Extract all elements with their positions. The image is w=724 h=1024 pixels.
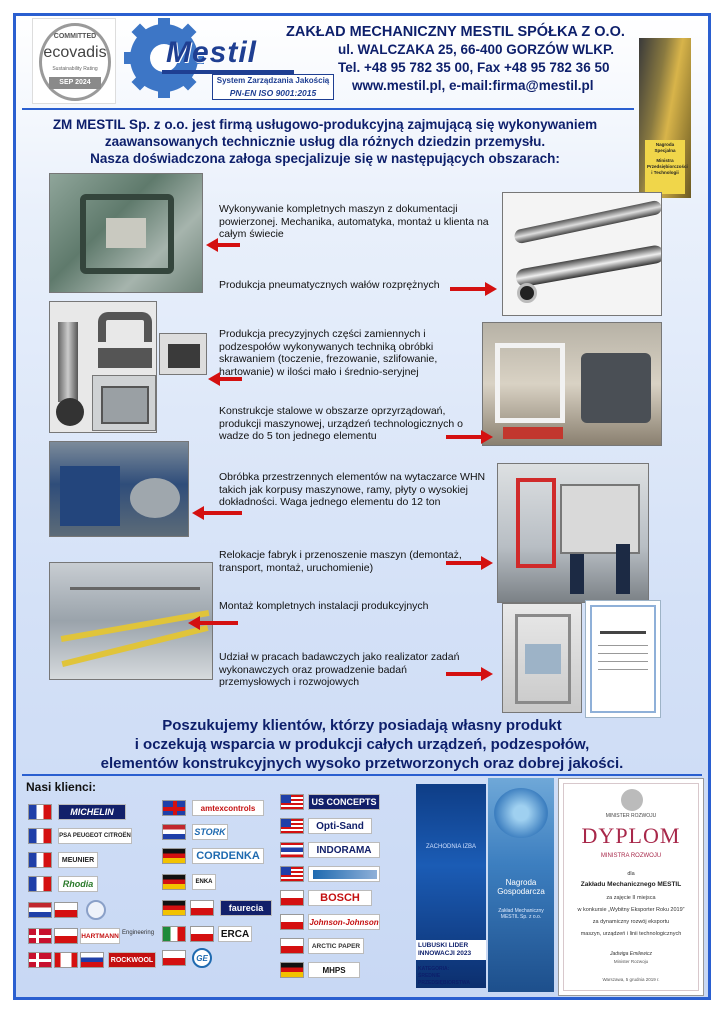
qms-title: System Zarządzania Jakością (216, 76, 330, 85)
flag-france (28, 828, 52, 844)
client-logo: ERCA (218, 926, 252, 942)
diploma-for: dla (627, 871, 635, 877)
cta-line-3: elementów konstrukcyjnych wysoko przetworzonych oraz dobrej jakości. (100, 755, 624, 772)
flag-russia (80, 952, 104, 968)
client-logo: Opti-Sand (308, 818, 372, 834)
diploma-reason-2: maszyn, urządzeń i linii technologicznych (580, 931, 682, 937)
client-logo-subtitle: Engineering (122, 930, 155, 936)
service-5: Obróbka przestrzennych elementów na wytaczarce WHN takich jak korpusy maszynowe, ramy, płyty o wysokiej dokładności. Waga jednego elementu do 12 ton (219, 471, 486, 508)
trophy-glass-top: ZACHODNIA IZBA (425, 844, 476, 850)
client-logo: CORDENKA (192, 848, 264, 864)
arrow-service-1 (206, 238, 240, 252)
client-logo: MICHELIN (58, 804, 126, 820)
photo-machine (49, 173, 203, 293)
flag-poland (280, 914, 304, 930)
arrow-service-6 (446, 556, 494, 570)
flag-germany (280, 962, 304, 978)
flag-france (28, 876, 52, 892)
intro-line-3: Nasza doświadczona załoga specjalizuje się w następujących obszarach: (90, 151, 560, 166)
flag-poland (162, 950, 186, 966)
arrow-service-3 (208, 372, 242, 386)
flag-netherlands (28, 902, 52, 918)
cta-line-1: Poszukujemy klientów, którzy posiadają własny produkt (162, 717, 562, 734)
diploma-place: za zajęcie II miejsca (606, 895, 656, 901)
flag-germany (162, 874, 186, 890)
client-logo: Rhodia (58, 876, 98, 892)
qms-box (212, 74, 334, 100)
poster (13, 13, 711, 1000)
arrow-service-4 (446, 430, 494, 444)
photo-shafts (502, 192, 662, 316)
photo-fixture (92, 375, 156, 431)
diploma-date: Warszawa, 5 grudnia 2019 r. (602, 977, 660, 982)
flag-poland (280, 938, 304, 954)
trophy-category: ŚREDNIE PRZEDSIĘBIORSTWA (418, 973, 470, 986)
photo-steel-structures (482, 322, 662, 446)
flag-poland (54, 902, 78, 918)
client-logo: amtexcontrols (192, 800, 264, 816)
arrow-service-8 (446, 667, 494, 681)
client-logo: faurecia (220, 900, 272, 916)
arrow-service-2 (450, 282, 498, 296)
service-6: Relokacje fabryk i przenoszenie maszyn (demontaż, transport, montaż, uruchomienie) (219, 549, 462, 574)
diploma (558, 778, 704, 996)
diploma-minister: MINISTER ROZWOJU (605, 813, 657, 819)
client-logo: ENKA (192, 874, 216, 890)
award-statuette (639, 38, 691, 198)
flag-usa (280, 866, 304, 882)
service-4: Konstrukcje stalowe w obszarze oprzyrządowań, produkcji maszynowej, urządzeń technologicznych o wadze do 5 ton jednego elementu (219, 405, 463, 442)
flag-france (28, 804, 52, 820)
glass-award: Nagroda Gospodarcza (497, 878, 545, 896)
intro-line-1: ZM MESTIL Sp. z o.o. jest firmą usługowo-produkcyjną zajmującą się wykonywaniem (52, 117, 598, 132)
client-logo: Johnson-Johnson (308, 914, 380, 930)
company-phone: Tel. +48 95 782 35 00, Fax +48 95 782 36 50 (338, 60, 610, 75)
company-web: www.mestil.pl, e-mail:firma@mestil.pl (352, 78, 594, 93)
intro-line-2: zaawansowanych technicznie usług dla różnych dziedzin przemysłu. (104, 134, 546, 149)
flag-france (28, 852, 52, 868)
photo-research-rig (502, 603, 582, 713)
cta-divider (22, 774, 702, 776)
mestil-logo-text: Mestil (166, 36, 258, 69)
client-logo: HARTMANN (80, 928, 120, 944)
client-logo: PSA PEUGEOT CITROËN (58, 828, 132, 844)
trophy-label: LUBUSKI LIDER INNOWACJI 2023 (416, 940, 486, 960)
client-logo: ROCKWOOL (108, 952, 156, 968)
flag-poland (280, 890, 304, 906)
flag-poland (54, 928, 78, 944)
flag-germany (162, 900, 186, 916)
service-1: Wykonywanie kompletnych maszyn z dokumentacji powierzonej. Mechanika, automatyka, montaż u klienta na całym świecie (219, 203, 489, 240)
flag-netherlands (162, 824, 186, 840)
flag-poland (190, 900, 214, 916)
photo-vise (159, 333, 207, 375)
glass-for: Zakład Mechaniczny MESTIL Sp. z o.o. (498, 908, 544, 920)
qms-norm: PN-EN ISO 9001:2015 (229, 88, 317, 98)
flag-denmark (28, 952, 52, 968)
flag-thailand (280, 842, 304, 858)
diploma-reason-1: za dynamiczny rozwój eksportu (592, 919, 670, 925)
diploma-sub: MINISTRA ROZWOJU (600, 853, 662, 859)
client-logo: STORK (192, 824, 228, 840)
flag-usa (280, 818, 304, 834)
award-line1: Nagroda Specjalna (654, 142, 676, 153)
eagle-icon (621, 789, 643, 811)
trophy-category-title: KATEGORIA: (418, 966, 450, 972)
flag-poland (190, 926, 214, 942)
flag-canada (54, 952, 78, 968)
flag-uk (162, 800, 186, 816)
award-line2: Ministra Przedsiębiorczości i Technologii (647, 158, 688, 175)
photo-certificate (585, 600, 661, 718)
diploma-signer-role: Minister Rozwoju (613, 959, 649, 964)
diploma-signer: Jadwiga Emilewicz (610, 951, 652, 957)
service-7: Montaż kompletnych instalacji produkcyjnych (219, 600, 429, 612)
company-address: ul. WALCZAKA 25, 66-400 GORZÓW WLKP. (338, 42, 615, 57)
arrow-service-5 (192, 506, 242, 520)
client-logo: BOSCH (308, 890, 372, 906)
client-logo: MEUNIER (58, 852, 98, 868)
ecovadis-top: COMMITTED (53, 33, 97, 40)
client-logo: INDORAMA (308, 842, 380, 858)
service-2: Produkcja pneumatycznych wałów rozprężnych (219, 279, 440, 291)
flag-usa (280, 794, 304, 810)
flag-denmark (28, 928, 52, 944)
ecovadis-badge (32, 18, 116, 104)
client-logo-unnamed (86, 900, 106, 920)
ecovadis-date: SEP 2024 (49, 77, 101, 89)
flag-italy (162, 926, 186, 942)
clients-title: Nasi klienci: (26, 780, 97, 794)
client-logo-unnamed (308, 866, 380, 882)
client-logo: GE (192, 948, 212, 968)
client-logo: MHPS (308, 962, 360, 978)
cta-line-2: i oczekują wsparcia w produkcji całych urządzeń, podzespołów, (134, 736, 590, 753)
ecovadis-sub: Sustainability Rating (52, 66, 98, 72)
service-8: Udział w pracach badawczych jako realizator zadań wykonawczych oraz prowadzenie badań przemysłowych i rozwojowych (219, 651, 460, 688)
flag-germany (162, 848, 186, 864)
service-3: Produkcja precyzyjnych części zamiennych i podzespołów wykonywanych techniką obróbki skrawaniem (toczenie, frezowanie, szlifowanie, hartowanie) w ilości mało i średnio-seryjnej (219, 328, 438, 378)
header-divider (22, 108, 634, 110)
client-logo: ARCTIC PAPER (308, 938, 364, 954)
diploma-company: Zakładu Mechanicznego MESTIL (580, 881, 682, 888)
photo-relocation (497, 463, 649, 603)
company-name: ZAKŁAD MECHANICZNY MESTIL SPÓŁKA Z O.O. (286, 24, 625, 40)
photo-boring-mill (49, 441, 189, 537)
client-logo: US CONCEPTS (308, 794, 380, 810)
diploma-contest: w konkursie „Wybitny Eksporter Roku 2019” (577, 907, 685, 913)
diploma-title: DYPLOM (581, 823, 681, 848)
trophy-glass (488, 778, 554, 992)
ecovadis-name: ecovadis (43, 44, 107, 61)
arrow-service-7 (188, 616, 238, 630)
